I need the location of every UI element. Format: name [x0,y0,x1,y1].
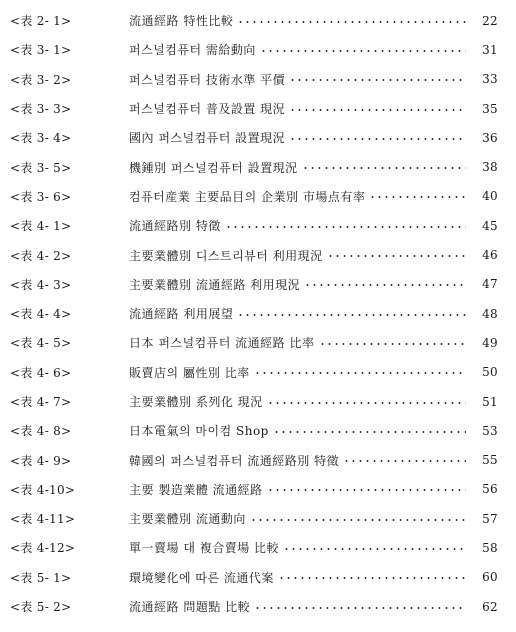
table-number-label: <表 3- 3> [10,102,72,117]
page-number: 35 [482,101,498,116]
table-number-label: <表 4- 2> [10,248,72,263]
page-number: 51 [482,394,498,409]
dot-leader [289,133,466,145]
dot-leader [343,455,466,467]
toc-entry [0,270,516,299]
dot-leader [267,484,466,496]
table-number-label: <表 4- 9> [10,453,72,468]
table-title: 퍼스널컴퓨터 需給動向 [129,43,256,58]
page-number: 36 [482,130,498,145]
table-number-label: <表 3- 6> [10,189,72,204]
table-title: 機鍾別 퍼스널컴퓨터 設置現況 [129,160,298,175]
toc-entry [0,387,516,416]
entry-title-with-leader [129,217,466,234]
entry-title-with-leader [129,393,466,410]
entry-title-with-leader [129,159,466,176]
table-number-label: <表 2- 1> [10,14,72,29]
toc-entry [0,152,516,181]
dot-leader [283,543,466,555]
page-number: 56 [482,482,498,497]
table-title: 컴퓨터産業 主要品目의 企業別 市場点有率 [129,189,366,204]
entry-title-with-leader [129,188,466,205]
toc-entry [0,475,516,504]
entry-title-with-leader [129,247,466,264]
entry-title-with-leader [129,422,466,439]
toc-entry [0,123,516,152]
table-title: 主要 製造業體 流通經路 [129,482,263,497]
dot-leader [254,367,466,379]
table-title: 流通經路 特性比較 [129,14,234,29]
table-number-label: <表 3- 5> [10,160,72,175]
toc-entry [0,416,516,445]
toc-entry [0,299,516,328]
table-number-label: <表 4- 5> [10,336,72,351]
toc-entry [0,445,516,474]
dot-leader [289,74,466,86]
entry-title-with-leader [129,481,466,498]
dot-leader [260,45,466,57]
dot-leader [225,221,466,233]
table-number-label: <表 4- 4> [10,307,72,322]
dot-leader [250,514,466,526]
toc-entry [0,328,516,357]
page-number: 62 [482,599,498,614]
page-number: 57 [482,511,498,526]
table-title: 主要業體別 디스트리뷰터 利用現況 [129,248,323,263]
table-title: 流通經路 問題點 比較 [129,600,251,615]
entry-title-with-leader [129,334,466,351]
toc-entry [0,6,516,35]
page-number: 33 [482,72,498,87]
dot-leader [319,338,467,350]
page-number: 55 [482,453,498,468]
dot-leader [237,309,466,321]
dot-leader [289,104,466,116]
page-number: 40 [482,189,498,204]
table-title: 韓國의 퍼스널컴퓨터 流通經路別 特徵 [129,453,340,468]
toc-entry [0,94,516,123]
toc-entry [0,240,516,269]
page-number: 47 [482,277,498,292]
dot-leader [237,16,466,28]
entry-title-with-leader [129,510,466,527]
page-number: 60 [482,570,498,585]
table-number-label: <表 5- 2> [10,600,72,615]
table-title: 日本電氣의 마이컴 Shop [129,424,269,439]
table-title: 主要業體別 流通經路 利用現況 [129,277,301,292]
table-number-label: <表 3- 2> [10,72,72,87]
entry-title-with-leader [129,100,466,117]
page-number: 38 [482,160,498,175]
toc-entry [0,211,516,240]
dot-leader [304,279,466,291]
table-number-label: <表 4- 8> [10,424,72,439]
table-title: 流通經路別 特徵 [129,219,221,234]
table-title: 퍼스널컴퓨터 技術水準 平價 [129,72,286,87]
entry-title-with-leader [129,364,466,381]
table-number-label: <表 5- 1> [10,570,72,585]
toc-entry [0,533,516,562]
toc-entry [0,592,516,621]
page-number: 22 [482,13,498,28]
toc-entry [0,65,516,94]
entry-title-with-leader [129,598,466,615]
page-number: 50 [482,365,498,380]
table-title: 販賣店의 屬性別 比率 [129,365,250,380]
table-number-label: <表 4- 3> [10,277,72,292]
table-number-label: <表 4-10> [10,482,76,497]
page-number: 48 [482,306,498,321]
page-number: 46 [482,248,498,263]
entry-title-with-leader [129,305,466,322]
table-number-label: <表 4- 6> [10,365,72,380]
dot-leader [267,397,466,409]
toc-entry [0,563,516,592]
table-number-label: <表 4- 1> [10,219,72,234]
page-number: 45 [482,218,498,233]
toc-entry [0,35,516,64]
table-title: 퍼스널컴퓨터 普及設置 現況 [129,102,286,117]
toc-entry [0,504,516,533]
toc-entry [0,358,516,387]
dot-leader [327,250,466,262]
dot-leader [254,602,466,614]
table-of-tables [0,6,516,621]
table-number-label: <表 3- 4> [10,131,72,146]
table-title: 單一賣場 대 複合賣場 比較 [129,541,280,556]
page-number: 58 [482,540,498,555]
table-number-label: <表 4-11> [10,512,76,527]
page-number: 53 [482,423,498,438]
toc-entry [0,182,516,211]
entry-title-with-leader [129,452,466,469]
entry-title-with-leader [129,71,466,88]
table-title: 日本 퍼스널컴퓨터 流通經路 比率 [129,336,315,351]
page-number: 49 [482,335,498,350]
table-title: 主要業體別 流通動向 [129,512,246,527]
dot-leader [302,162,466,174]
table-title: 主要業體別 系列化 現況 [129,395,263,409]
entry-title-with-leader [129,539,466,556]
page-number: 31 [482,42,498,57]
table-number-label: <表 3- 1> [10,43,72,58]
entry-title-with-leader [129,276,466,293]
table-title: 環境變化에 따른 流通代案 [129,570,274,585]
entry-title-with-leader [129,129,466,146]
entry-title-with-leader [129,12,466,29]
dot-leader [273,426,466,438]
table-title: 國內 퍼스널컴퓨터 設置現況 [129,131,286,146]
dot-leader [278,572,466,584]
table-number-label: <表 4-12> [10,541,76,556]
entry-title-with-leader [129,569,466,586]
table-number-label: <表 4- 7> [10,395,72,409]
dot-leader [369,191,466,203]
entry-title-with-leader [129,41,466,58]
table-title: 流通經路 利用展望 [129,307,234,322]
